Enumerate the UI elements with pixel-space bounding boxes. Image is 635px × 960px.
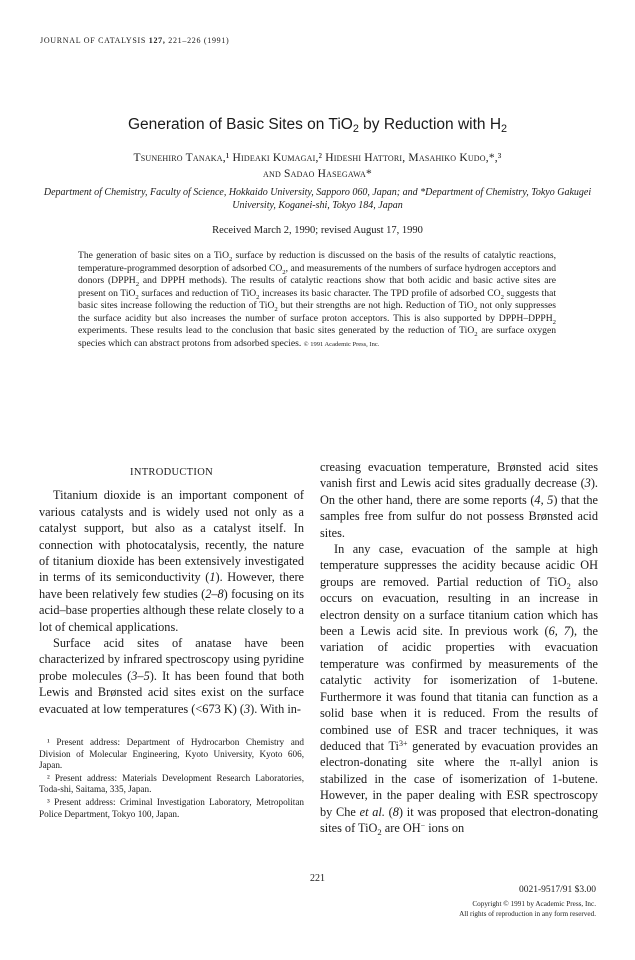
section-heading: INTRODUCTION — [130, 467, 213, 478]
issn-price: 0021-9517/91 $3.00 — [518, 885, 596, 895]
authors-line-2: and Sadao Hasegawa* — [263, 168, 372, 180]
affiliation: Department of Chemistry, Faculty of Science, Hokkaido University, Sapporo 060, Japan; and *Department of Chemistry, Tokyo Gakugei University, Koganei-shi, Tokyo 184, Japan — [43, 187, 592, 211]
right-paragraph-1: creasing evacuation temperature, Brønsted acid sites vanish first and Lewis acid sites gradually decrease (3). On the other hand, there are some reports (4, 5) that the samples free from sulfur do not possess Brønsted acid sites. — [320, 460, 598, 540]
abstract-copyright: © 1991 Academic Press, Inc. — [303, 340, 380, 348]
abstract: The generation of basic sites on a TiO$_2$ surface by reduction is discussed on the basis of the results of catalytic reactions, temperature-programmed desorption of adsorbed $CO_2$, and measurements of the numbers of surface hydrogen acceptors and donors ($DPPH_2$ and DPPH methods). The results of catalytic reactions show that both acidic and basic active sites are present on TiO$_2$ surfaces and reduction of TiO$_2$ increases its basic character. The TPD profile of adsorbed $CO_2$ suggests that basic sites increase following the reduction of TiO$_2$ but their strengths are not high. Reduction of TiO$_2$ not only suppresses the surface acidity but also increases the number of surface proton acceptors. This is also supported by DPPH–$DPPH_2$ experiments. These results lead to the conclusion that basic sites generated by the reduction of TiO$_2$ are surface oxygen species which can abstract protons from adsorbed species. © 1991 Academic Press, Inc. — [78, 250, 557, 349]
intro-paragraph-2: Surface acid sites of anatase have been characterized by infrared spectroscopy using pyridine probe molecules (3–5). It has been found that both Lewis and Brønsted acid sites exist on the surface evacuated at low temperatures (<673 K) (3). With in- — [39, 636, 304, 716]
right-paragraph-2: In any case, evacuation of the sample at high temperature suppresses the acidity because acidic OH groups are removed. Partial reduction of TiO$_2$ also occurs on evacuation, resulting in an increase in electron density on a surface titanium cation which has been a Lewis acid site. In previous work (6, 7), the variation of acidic properties with evacuation temperature was confirmed by measurements of the catalytic activity for isomerization of 1-butene. Furthermore it was found that titania can function as a solid base when it is reduced. From the results of combined use of ESR and tracer techniques, it was deduced that $Ti^{3+}$ generated by evacuation provides an electron-donating site where the π-allyl anion is stabilized in the case of isomerization of 1-butene. However, in the paper dealing with ESR spectroscopy by Che et al. (8) it was proposed that electron-donating sites of TiO$_2$ are OH− ions on — [320, 542, 599, 837]
footnote-3: ³ Present address: Criminal Investigation Laboratory, Metropolitan Police Department, Tokyo 100, Japan. — [39, 796, 304, 819]
left-column — [39, 464, 304, 717]
copyright-notice: Copyright © 1991 by Academic Press, Inc. All rights of reproduction in any form reserved. — [459, 900, 596, 918]
page-number: 221 — [310, 873, 325, 884]
right-column — [320, 459, 598, 836]
intro-paragraph-1: Titanium dioxide is an important component of various catalysts and is widely used not only as a catalyst support, but also as a catalyst itself. In connection with photocatalysis, recently, the nature of titanium dioxide has been extensively investigated in terms of its semiconductivity (1). However, there have been relatively few studies (2–8) focusing on its acid–base properties although these relate closely to a lot of chemical applications. — [39, 488, 304, 634]
authors-line-1: Tsunehiro Tanaka,¹ Hideaki Kumagai,² Hideshi Hattori, Masahiko Kudo,*,³ — [133, 152, 502, 164]
footnote-1: ¹ Present address: Department of Hydrocarbon Chemistry and Division of Molecular Engineering, Kyoto University, Kyoto 606, Japan. — [39, 737, 304, 771]
footnotes — [39, 737, 304, 821]
journal-header — [40, 36, 229, 45]
author-list — [30, 150, 605, 182]
received-dates: Received March 2, 1990; revised August 17, 1990 — [212, 225, 423, 236]
journal-name: JOURNAL OF CATALYSIS — [40, 36, 147, 45]
article-title: Generation of Basic Sites on TiO$_2$ by Reduction with $H_2$ — [127, 116, 508, 135]
journal-pages: 221–226 (1991) — [168, 36, 230, 45]
footnote-2: ² Present address: Materials Development Research Laboratories, Toda-shi, Saitama, 335, Japan. — [39, 772, 304, 795]
journal-volume: 127, — [148, 36, 166, 45]
